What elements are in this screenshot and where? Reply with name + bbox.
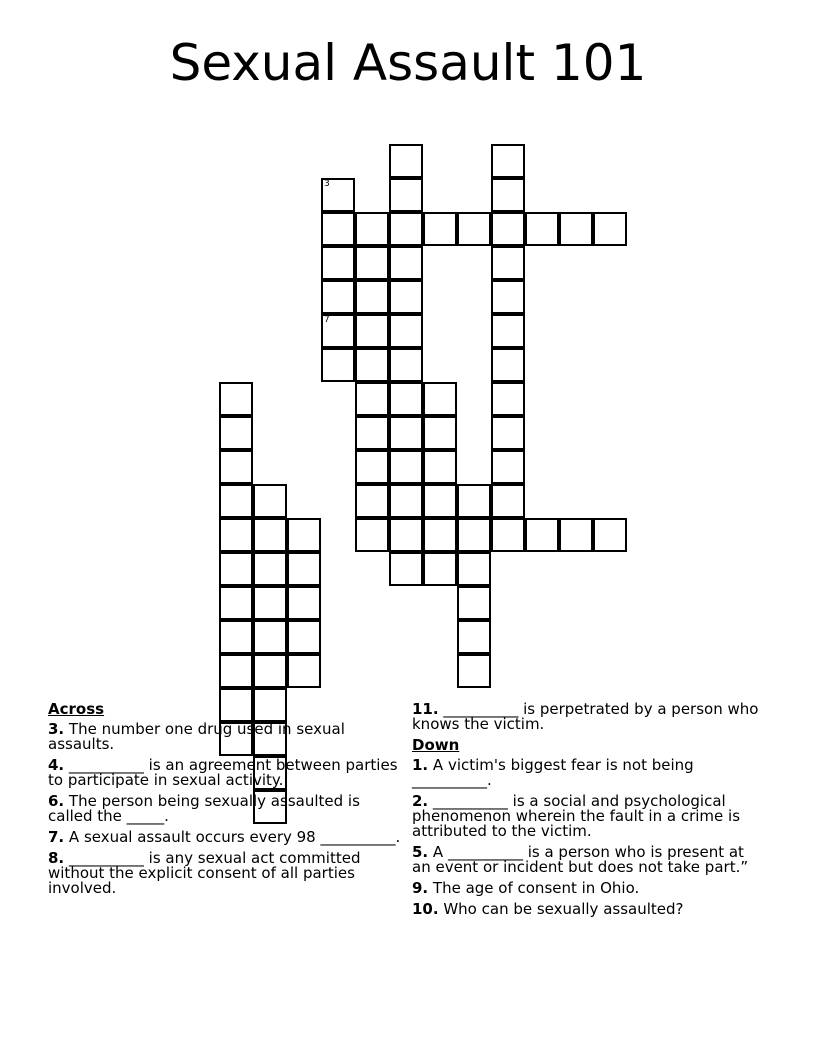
grid-cell[interactable] (491, 416, 525, 450)
grid-cell[interactable] (321, 246, 355, 280)
grid-cell[interactable] (287, 518, 321, 552)
grid-cell[interactable] (389, 450, 423, 484)
grid-cell[interactable] (389, 314, 423, 348)
grid-cell[interactable] (389, 484, 423, 518)
clue-text: Who can be sexually assaulted? (438, 900, 684, 918)
clue-number: 2. (412, 792, 429, 810)
grid-cell[interactable] (355, 382, 389, 416)
grid-cell[interactable] (321, 212, 355, 246)
grid-cell[interactable] (321, 280, 355, 314)
grid-cell[interactable] (253, 518, 287, 552)
clue-text: A victim's biggest fear is not being __________. (412, 756, 694, 789)
grid-cell[interactable] (457, 518, 491, 552)
grid-cell[interactable] (457, 586, 491, 620)
grid-cell[interactable] (525, 212, 559, 246)
grid-cell[interactable] (219, 620, 253, 654)
grid-cell[interactable] (491, 484, 525, 518)
grid-cell[interactable] (355, 484, 389, 518)
grid-cell[interactable] (593, 518, 627, 552)
down-clue-2 (412, 794, 767, 839)
grid-cell[interactable] (321, 348, 355, 382)
clue-number-label: 7 (324, 315, 330, 325)
grid-cell[interactable] (491, 212, 525, 246)
grid-cell[interactable] (423, 450, 457, 484)
clue-number: 5. (412, 843, 429, 861)
grid-cell[interactable] (219, 518, 253, 552)
grid-cell[interactable] (423, 484, 457, 518)
grid-cell[interactable] (559, 212, 593, 246)
clue-text: A sexual assault occurs every 98 __________. (64, 828, 401, 846)
grid-cell[interactable] (287, 620, 321, 654)
grid-cell[interactable] (321, 314, 355, 348)
clues-left-column (48, 702, 403, 902)
grid-cell[interactable] (389, 552, 423, 586)
clue-number: 8. (48, 849, 65, 867)
clue-text: __________ is a social and psychological phenomenon wherein the fault in a crime is attributed to the victim. (412, 792, 741, 840)
grid-cell[interactable] (253, 654, 287, 688)
clue-number: 7. (48, 828, 65, 846)
grid-cell[interactable] (253, 484, 287, 518)
grid-cell[interactable] (219, 382, 253, 416)
grid-cell[interactable] (457, 484, 491, 518)
grid-cell[interactable] (423, 518, 457, 552)
grid-cell[interactable] (355, 314, 389, 348)
grid-cell[interactable] (355, 212, 389, 246)
clue-text: The person being sexually assaulted is called the _____. (48, 792, 360, 825)
grid-cell[interactable] (253, 586, 287, 620)
across-clue-7 (48, 830, 403, 845)
grid-cell[interactable] (491, 518, 525, 552)
clue-number-label: 3 (324, 179, 330, 189)
grid-cell[interactable] (525, 518, 559, 552)
page-title: Sexual Assault 101 (169, 34, 647, 92)
grid-cell[interactable] (389, 348, 423, 382)
down-clue-10 (412, 902, 767, 917)
clue-number: 3. (48, 720, 65, 738)
grid-cell[interactable] (389, 382, 423, 416)
grid-cell[interactable] (491, 178, 525, 212)
grid-cell[interactable] (491, 382, 525, 416)
grid-cell[interactable] (355, 518, 389, 552)
clues-right-column (412, 702, 767, 923)
grid-cell[interactable] (355, 280, 389, 314)
clue-text: __________ is an agreement between parties to participate in sexual activity. (48, 756, 398, 789)
across-clue-3 (48, 722, 403, 752)
grid-cell[interactable] (491, 450, 525, 484)
grid-cell[interactable] (389, 178, 423, 212)
grid-cell[interactable] (423, 382, 457, 416)
grid-cell[interactable] (491, 144, 525, 178)
down-heading: Down (412, 736, 460, 754)
across-heading: Across (48, 700, 105, 718)
grid-cell[interactable] (287, 654, 321, 688)
clue-number: 1. (412, 756, 429, 774)
grid-cell[interactable] (219, 450, 253, 484)
grid-cell[interactable] (423, 416, 457, 450)
grid-cell[interactable] (287, 586, 321, 620)
grid-cell[interactable] (491, 246, 525, 280)
grid-cell[interactable] (491, 280, 525, 314)
grid-cell[interactable] (219, 586, 253, 620)
across-clue-11 (412, 702, 767, 732)
grid-cell[interactable] (219, 416, 253, 450)
grid-cell[interactable] (389, 144, 423, 178)
grid-cell[interactable] (491, 348, 525, 382)
grid-cell[interactable] (389, 280, 423, 314)
clue-text: A __________ is a person who is present at an event or incident but does not take part.” (412, 843, 749, 876)
grid-cell[interactable] (355, 450, 389, 484)
grid-cell[interactable] (253, 552, 287, 586)
clue-number: 6. (48, 792, 65, 810)
grid-cell[interactable] (457, 620, 491, 654)
grid-cell[interactable] (219, 552, 253, 586)
clue-number: 10. (412, 900, 439, 918)
grid-cell[interactable] (389, 518, 423, 552)
down-clue-5 (412, 845, 767, 875)
grid-cell[interactable] (491, 314, 525, 348)
grid-cell[interactable] (593, 212, 627, 246)
grid-cell[interactable] (253, 620, 287, 654)
clue-number: 4. (48, 756, 65, 774)
clue-text: __________ is any sexual act committed without the explicit consent of all parties involved. (48, 849, 361, 897)
across-clue-6 (48, 794, 403, 824)
grid-cell[interactable] (321, 178, 355, 212)
grid-cell[interactable] (355, 416, 389, 450)
grid-cell[interactable] (423, 212, 457, 246)
clue-number: 11. (412, 700, 439, 718)
grid-cell[interactable] (457, 212, 491, 246)
grid-cell[interactable] (219, 654, 253, 688)
clue-text: __________ is perpetrated by a person who knows the victim. (412, 700, 759, 733)
down-clue-9 (412, 881, 767, 896)
clue-number: 9. (412, 879, 429, 897)
grid-cell[interactable] (457, 552, 491, 586)
clue-text: The age of consent in Ohio. (428, 879, 640, 897)
clue-text: The number one drug used in sexual assaults. (48, 720, 345, 753)
grid-cell[interactable] (389, 212, 423, 246)
grid-cell[interactable] (355, 246, 389, 280)
grid-cell[interactable] (559, 518, 593, 552)
across-clue-4 (48, 758, 403, 788)
down-clue-1 (412, 758, 767, 788)
grid-cell[interactable] (423, 552, 457, 586)
grid-cell[interactable] (389, 416, 423, 450)
grid-cell[interactable] (355, 348, 389, 382)
grid-cell[interactable] (389, 246, 423, 280)
grid-cell[interactable] (457, 654, 491, 688)
grid-cell[interactable] (219, 484, 253, 518)
across-clue-8 (48, 851, 403, 896)
grid-cell[interactable] (287, 552, 321, 586)
